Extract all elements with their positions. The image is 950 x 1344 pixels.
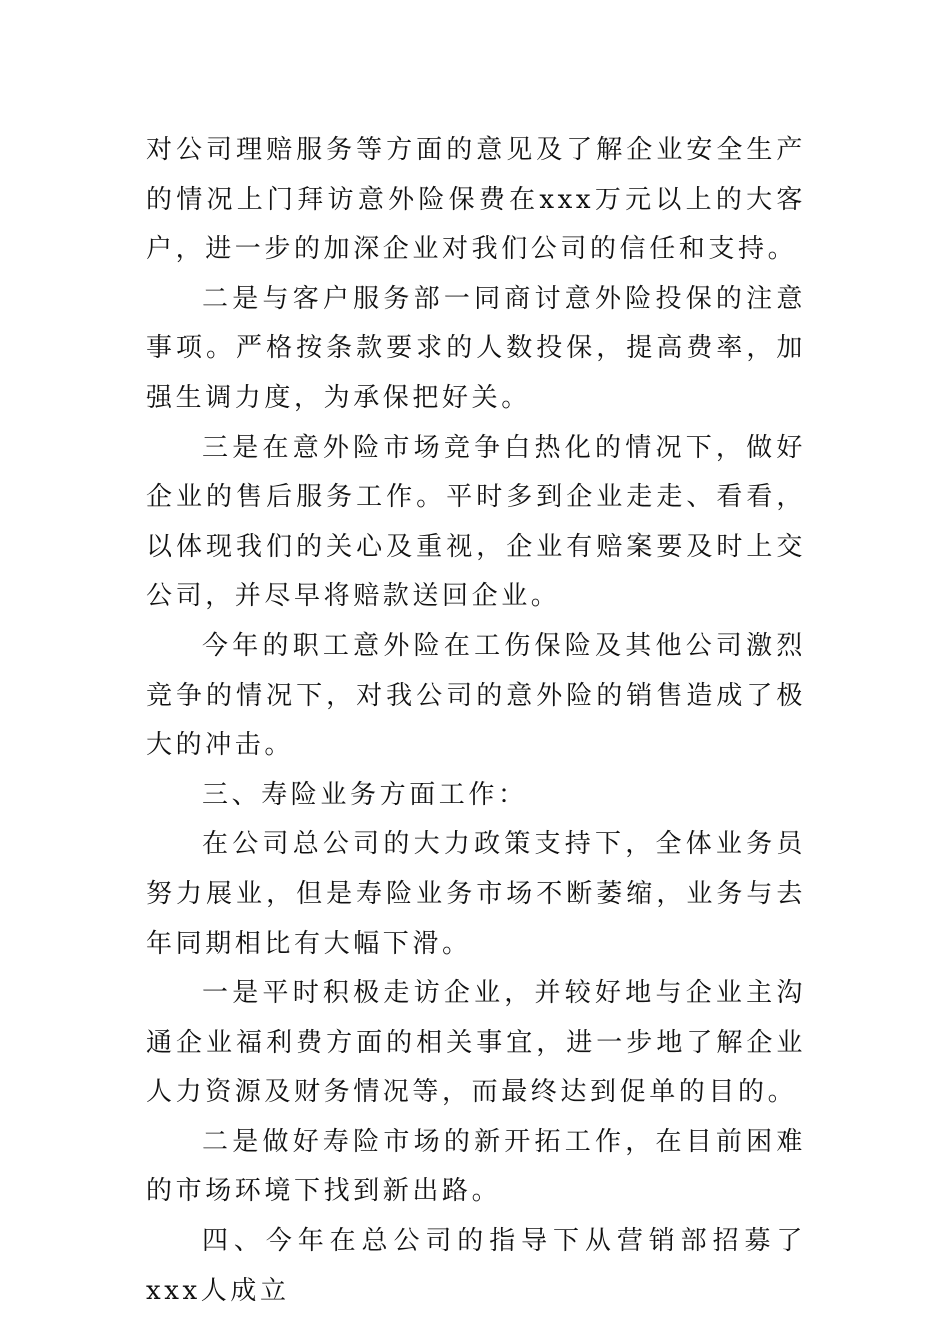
paragraph-3: 三是在意外险市场竞争白热化的情况下，做好企业的售后服务工作。平时多到企业走走、看看，以体现我们的关心及重视，企业有赔案要及时上交公司，并尽早将赔款送回企业。 bbox=[146, 432, 806, 612]
paragraph-2: 二是与客户服务部一同商讨意外险投保的注意事项。严格按条款要求的人数投保，提高费率，加强生调力度，为承保把好关。 bbox=[146, 283, 806, 413]
paragraph-6: 在公司总公司的大力政策支持下，全体业务员努力展业，但是寿险业务市场不断萎缩，业务与去年同期相比有大幅下滑。 bbox=[146, 829, 806, 959]
section-heading-life-insurance: 三、寿险业务方面工作： bbox=[202, 779, 528, 810]
document-page bbox=[146, 126, 806, 1316]
paragraph-4: 今年的职工意外险在工伤保险及其他公司激烈竞争的情况下，对我公司的意外险的销售造成了极大的冲击。 bbox=[146, 630, 806, 761]
paragraph-7: 一是平时积极走访企业，并较好地与企业主沟通企业福利费方面的相关事宜，进一步地了解企业人力资源及财务情况等，而最终达到促单的目的。 bbox=[146, 978, 806, 1108]
paragraph-1: 对公司理赔服务等方面的意见及了解企业安全生产的情况上门拜访意外险保费在xxx万元以上的大客户，进一步的加深企业对我们公司的信任和支持。 bbox=[146, 135, 806, 265]
paragraph-9: 四、今年在总公司的指导下从营销部招募了xxx人成立 bbox=[146, 1226, 806, 1306]
paragraph-8: 二是做好寿险市场的新开拓工作，在目前困难的市场环境下找到新出路。 bbox=[146, 1126, 806, 1207]
